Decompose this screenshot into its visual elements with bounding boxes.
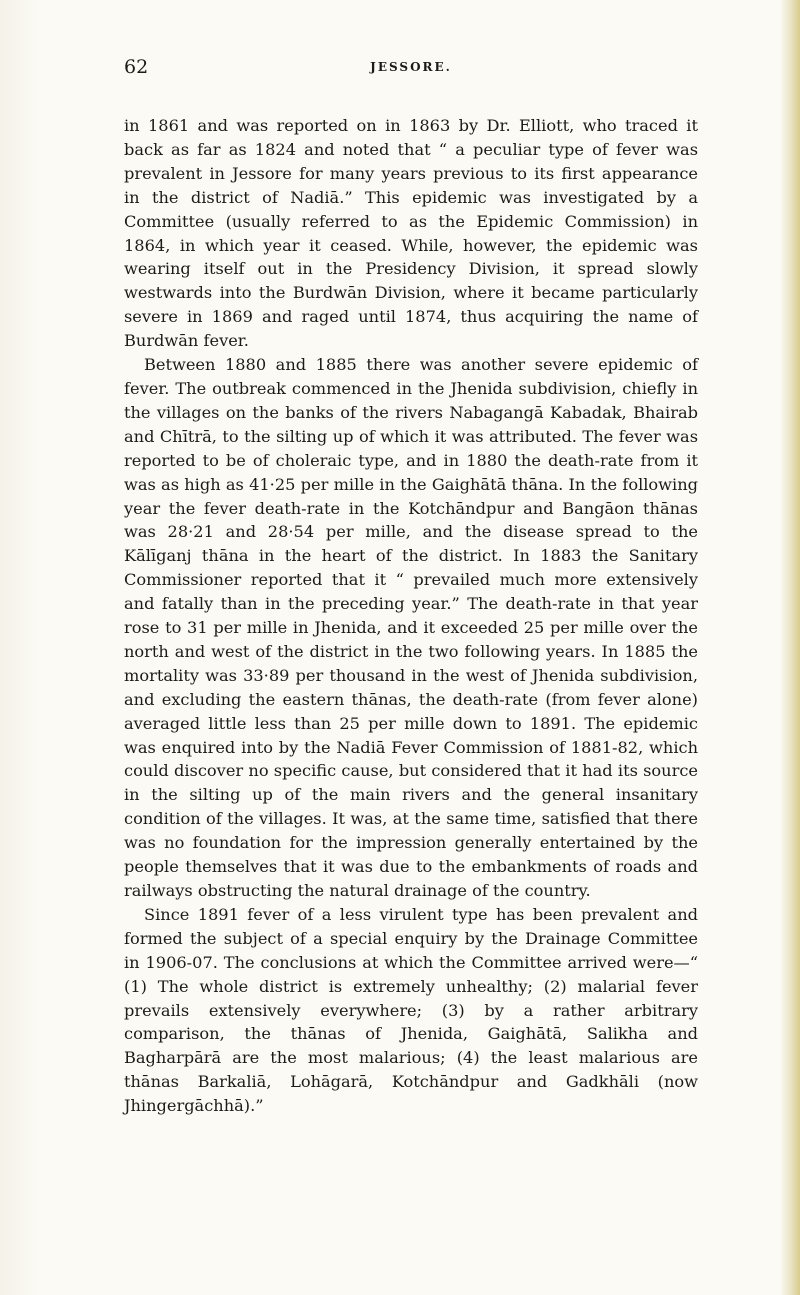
running-head: JESSORE. [370, 60, 452, 74]
paragraph-continued: in 1861 and was reported on in 1863 by Dr. Elliott, who traced it back as far as 1824 and noted that “ a peculiar type of fever was prevalent in Jessore for many years previous to its first appearance in the district of Nadiā.” This epidemic was investigated by a Committee (usually referred to as the Epidemic Commission) in 1864, in which year it ceased. While, however, the epidemic was wearing itself out in the Presidency Division, it spread slowly westwards into the Burdwān Division, where it became particularly severe in 1869 and raged until 1874, thus acquiring the name of Burdwān fever. [124, 116, 698, 351]
page-header [124, 56, 698, 86]
body-text [124, 114, 698, 1118]
page-number: 62 [124, 56, 149, 78]
paragraph-epidemic-1880: Between 1880 and 1885 there was another severe epidemic of fever. The outbreak commenced in the Jhenida subdivision, chiefly in the villages on the banks of the rivers Nabagangā Kabadak, Bhairab and Chītrā, to the silting up of which it was attributed. The fever was reported to be of choleraic type, and in 1880 the death-rate from it was as high as 41·25 per mille in the Gaighātā thāna. In the following year the fever death-rate in the Kotchāndpur and Bangāon thānas was 28·21 and 28·54 per mille, and the disease spread to the Kālīganj thāna in the heart of the district. In 1883 the Sanitary Commissioner reported that it “ prevailed much more extensively and fatally than in the preceding year.” The death-rate in that year rose to 31 per mille in Jhenida, and it exceeded 25 per mille over the north and west of the district in the two following years. In 1885 the mortality was 33·89 per thousand in the west of Jhenida subdivision, and excluding the eastern thānas, the death-rate (from fever alone) averaged little less than 25 per mille down to 1891. The epidemic was enquired into by the Nadiā Fever Commission of 1881-82, which could discover no specific cause, but considered that it had its source in the silting up of the main rivers and the general insanitary condition of the villages. It was, at the same time, satisfied that there was no foundation for the impression generally entertained by the people themselves that it was due to the embankments of roads and railways obstructing the natural drainage of the country. [124, 355, 698, 900]
page-edge [780, 0, 800, 1295]
paragraph-since-1891: Since 1891 fever of a less virulent type has been prevalent and formed the subject of a special enquiry by the Drainage Committee in 1906-07. The conclusions at which the Committee arrived were—“ (1) The whole district is extremely unhealthy; (2) malarial fever prevails extensively everywhere; (3) by a rather arbitrary comparison, the thānas of Jhenida, Gaighātā, Salikha and Bagharpārā are the most malarious; (4) the least malarious are thānas Barkaliā, Lohāgarā, Kotchāndpur and Gadkhāli (now Jhingergāchhā).” [124, 904, 698, 1116]
